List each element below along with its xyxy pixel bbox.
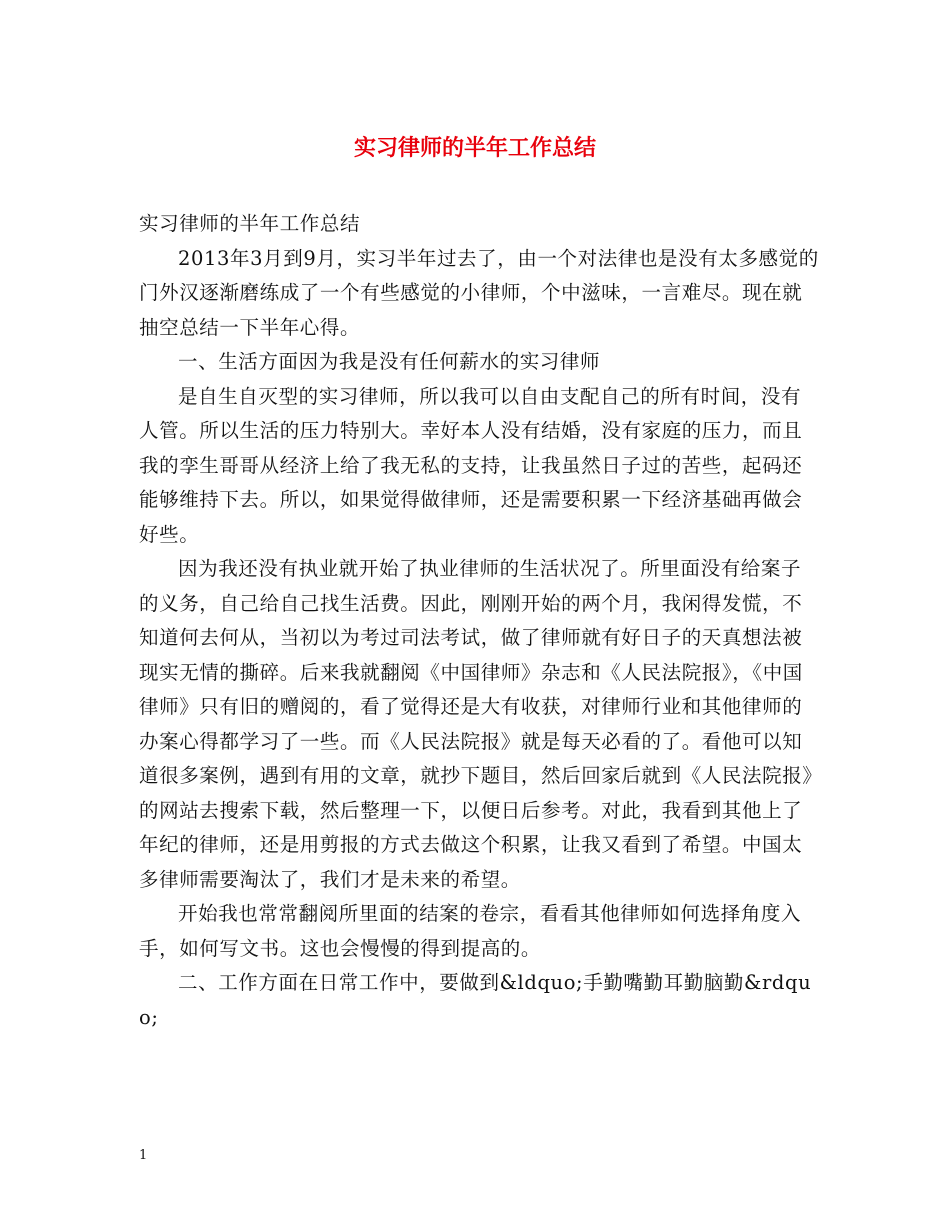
document-subtitle: 实习律师的半年工作总结 xyxy=(139,212,361,235)
section-heading-life: 一、生活方面因为我是没有任何薪水的实习律师 xyxy=(178,350,601,373)
paragraph-intro: 2013年3月到9月，实习半年过去了，由一个对法律也是没有太多感觉的门外汉逐渐磨练成了一个有些感觉的小律师，个中滋味，一言难尽。现在就抽空总结一下半年心得。 xyxy=(139,246,819,339)
paragraph-life-pressure: 是自生自灭型的实习律师，所以我可以自由支配自己的所有时间，没有人管。所以生活的压力特别大。幸好本人没有结婚，没有家庭的压力，而且我的孪生哥哥从经济上给了我无私的支持，让我虽然日子过的苦些，起码还能够维持下去。所以，如果觉得做律师，还是需要积累一下经济基础再做会好些。 xyxy=(139,384,803,546)
page-number: 1 xyxy=(139,1148,148,1163)
paragraph-case-files: 开始我也常常翻阅所里面的结案的卷宗，看看其他律师如何选择角度入手，如何写文书。这也会慢慢的得到提高的。 xyxy=(139,902,802,960)
document-title: 实习律师的半年工作总结 xyxy=(353,135,596,161)
section-heading-work: 二、工作方面在日常工作中，要做到&ldquo;手勤嘴勤耳勤脑勤&rdquo; xyxy=(139,971,812,1029)
paragraph-study: 因为我还没有执业就开始了执业律师的生活状况了。所里面没有给案子的义务，自己给自己找生活费。因此，刚刚开始的两个月，我闲得发慌，不知道何去何从，当初以为考过司法考试，做了律师就有好日子的天真想法被现实无情的撕碎。后来我就翻阅《中国律师》杂志和《人民法院报》，《中国律师》只有旧的赠阅的，看了觉得还是大有收获，对律师行业和其他律师的办案心得都学习了一些。而《人民法院报》就是每天必看的了。看他可以知道很多案例，遇到有用的文章，就抄下题目，然后回家后就到《人民法院报》的网站去搜索下载，然后整理一下，以便日后参考。对此，我看到其他上了年纪的律师，还是用剪报的方式去做这个积累，让我又看到了希望。中国太多律师需要淘汰了，我们才是未来的希望。 xyxy=(139,557,813,891)
document-body xyxy=(139,207,819,1035)
